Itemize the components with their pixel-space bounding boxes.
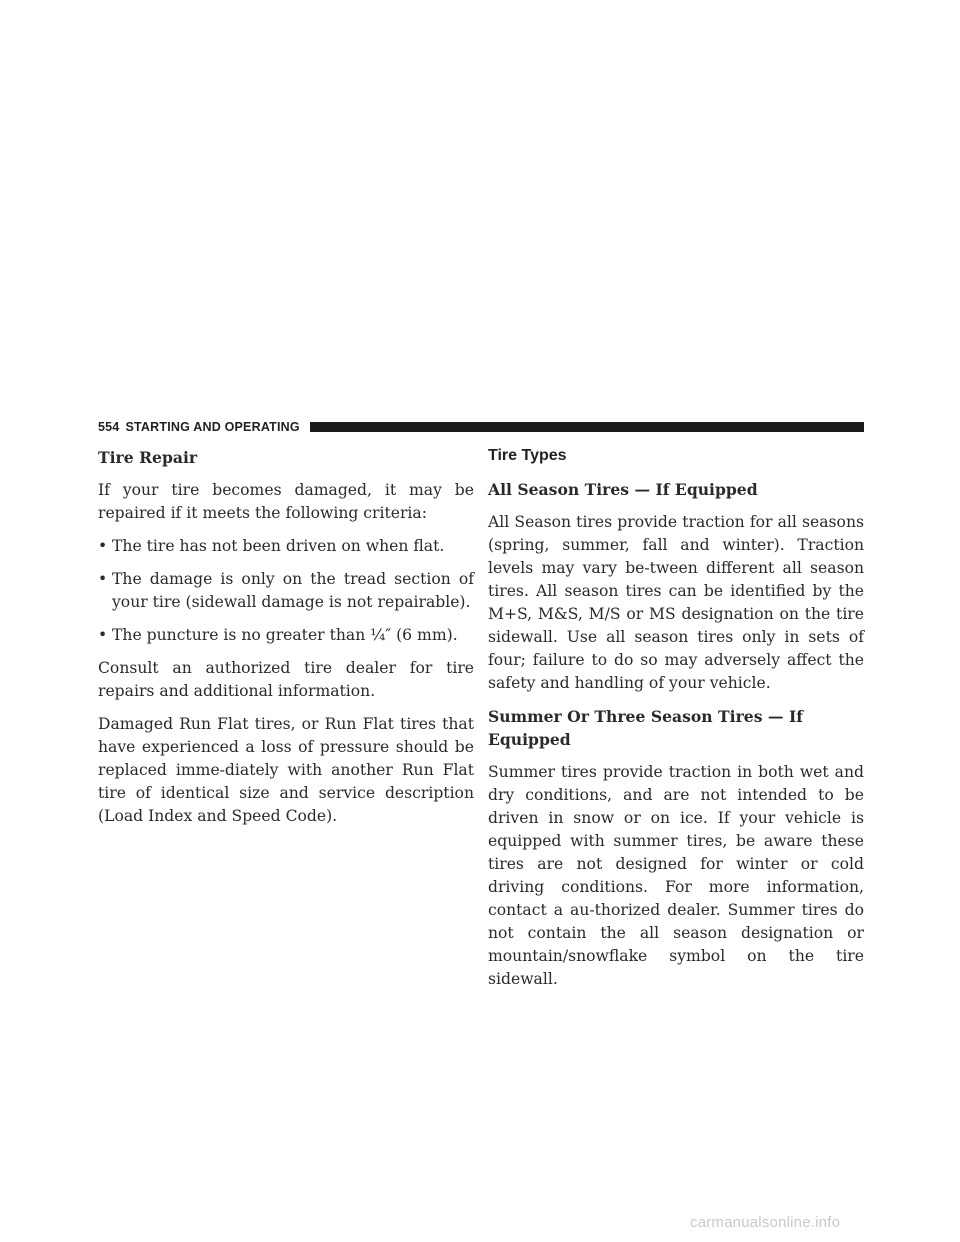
right-column xyxy=(488,446,864,1001)
list-item xyxy=(98,624,474,647)
consult-dealer-paragraph: Consult an authorized tire dealer for tire repairs and additional information. xyxy=(98,659,474,700)
all-season-heading: All Season Tires — If Equipped xyxy=(488,480,758,499)
summer-tires-heading: Summer Or Three Season Tires — If Equipped xyxy=(488,707,803,749)
section-name: STARTING AND OPERATING xyxy=(125,420,300,434)
summer-tires-body: Summer tires provide traction in both wet and dry conditions, and are not intended to be driven in snow or on ice. If your vehicle is equipped with summer tires, be aware these tires are not designed for winter or cold driving conditions. For more information, contact a au-thorized dealer. Summer tires do not contain the all season designation or mountain/snowflake symbol on the tire sidewall. xyxy=(488,763,864,988)
left-column xyxy=(98,446,474,838)
header-rule xyxy=(310,422,864,432)
list-item-text: The damage is only on the tread section of your tire (sidewall damage is not repairable). xyxy=(112,570,474,611)
all-season-body: All Season tires provide traction for all seasons (spring, summer, fall and winter). Traction levels may vary be-tween different all season tires. All season tires can be identified by the M+S, M&S, M/S or MS designation on the tire sidewall. Use all season tires only in sets of four; failure to do so may adversely affect the safety and handling of your vehicle. xyxy=(488,513,864,692)
tire-types-title: Tire Types xyxy=(488,447,567,464)
list-item-text: The puncture is no greater than ¼″ (6 mm). xyxy=(112,626,458,644)
bullet-icon: • xyxy=(98,570,108,588)
repair-criteria-list xyxy=(98,535,474,647)
watermark: carmanualsonline.info xyxy=(690,1214,841,1231)
list-item xyxy=(98,535,474,558)
bullet-icon: • xyxy=(98,626,108,644)
list-item-text: The tire has not been driven on when flat. xyxy=(112,537,445,555)
page-header xyxy=(98,419,864,435)
tire-repair-heading: Tire Repair xyxy=(98,448,198,467)
tire-repair-intro: If your tire becomes damaged, it may be repaired if it meets the following criteria: xyxy=(98,481,474,522)
bullet-icon: • xyxy=(98,537,108,555)
list-item xyxy=(98,568,474,614)
page-number: 554 xyxy=(98,420,120,434)
run-flat-paragraph: Damaged Run Flat tires, or Run Flat tires that have experienced a loss of pressure should be replaced imme-diately with another Run Flat tire of identical size and service description (Load Index and Speed Code). xyxy=(98,715,474,825)
